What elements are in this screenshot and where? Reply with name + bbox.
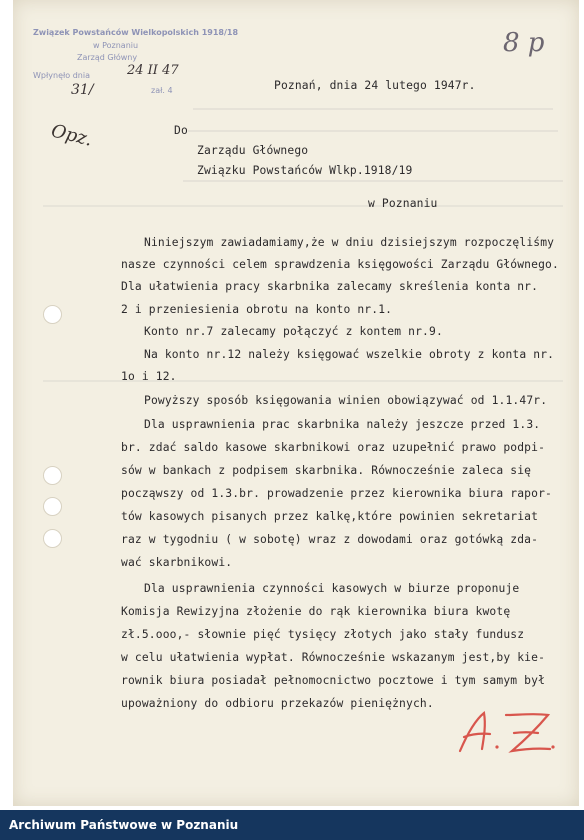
punch-hole xyxy=(43,466,62,485)
body-line: nasze czynności celem sprawdzenia księgowości Zarządu Głównego. xyxy=(121,258,559,271)
body-line: rownik biura posiadał pełnomocnictwo pocztowe i tym samym był xyxy=(121,674,546,687)
body-line: w celu ułatwienia wypłat. Równocześnie wskazanym jest,by kie- xyxy=(121,651,546,664)
punch-hole xyxy=(43,305,62,324)
recipient-line: Zarządu Głównego xyxy=(197,144,309,157)
body-line: Dla usprawnienia czynności kasowych w biurze proponuje xyxy=(144,582,520,595)
punch-hole xyxy=(43,497,62,516)
corner-note: 8 p xyxy=(503,28,545,58)
recipient-line: w Poznaniu xyxy=(368,197,438,210)
body-line: Komisja Rewizyjna złożenie do rąk kierownika biura kwotę xyxy=(121,605,511,618)
place-date: Poznań, dnia 24 lutego 1947r. xyxy=(274,79,476,92)
stamp-received-label: Wpłynęło dnia xyxy=(33,71,90,80)
body-line: tów kasowych pisanych przez kalkę,które powinien sekretariat xyxy=(121,510,539,523)
stamp-city: w Poznaniu xyxy=(93,41,139,50)
stamp-org: Związek Powstańców Wielkopolskich 1918/18 xyxy=(33,28,239,37)
body-line: Powyższy sposób księgowania winien obowiązywać od 1.1.47r. xyxy=(144,394,548,407)
body-line: Niniejszym zawiadamiamy,że w dniu dzisiejszym rozpoczęliśmy xyxy=(144,236,555,249)
salutation-to: Do xyxy=(174,124,188,137)
stamp-board: Zarząd Główny xyxy=(77,53,138,62)
receipt-stamp xyxy=(33,18,239,100)
body-line: sów w bankach z podpisem skarbnika. Równocześnie zaleca się xyxy=(121,464,532,477)
body-line: Konto nr.7 zalecamy połączyć z kontem nr.9. xyxy=(144,325,443,338)
body-line: 1o i 12. xyxy=(121,370,177,383)
stamp-attachments: zał. 4 xyxy=(151,86,173,95)
marginal-note: Opz. xyxy=(49,120,95,151)
body-line: zł.5.ooo,- słownie pięć tysięcy złotych jako stały fundusz xyxy=(121,628,525,641)
document-page xyxy=(13,0,579,806)
body-line: wać skarbnikowi. xyxy=(121,556,233,569)
body-line: Dla usprawnienia prac skarbnika należy jeszcze przed 1.3. xyxy=(144,418,541,431)
body-line: Dla ułatwienia pracy skarbnika zalecamy skreślenia konta nr. xyxy=(121,280,539,293)
body-line: raz w tygodniu ( w sobotę) wraz z dowodami oraz gotówką zda- xyxy=(121,533,539,546)
recipient-line: Związku Powstańców Wlkp.1918/19 xyxy=(197,164,413,177)
body-line: Na konto nr.12 należy księgować wszelkie obroty z konta nr. xyxy=(144,348,555,361)
body-line: br. zdać saldo kasowe skarbnikowi oraz uzupełnić prawo podpi- xyxy=(121,441,546,454)
stamp-ref-number: 31/ xyxy=(71,82,94,98)
punch-hole xyxy=(43,529,62,548)
archive-footer: Archiwum Państwowe w Poznaniu xyxy=(0,810,584,840)
body-line: 2 i przeniesienia obrotu na konto nr.1. xyxy=(121,303,393,316)
signature-initials xyxy=(454,707,558,757)
body-line: upoważniony do odbioru przekazów pieniężnych. xyxy=(121,697,434,710)
stamp-date: 24 II 47 xyxy=(127,63,179,78)
body-line: począwszy od 1.3.br. prowadzenie przez kierownika biura rapor- xyxy=(121,487,552,500)
